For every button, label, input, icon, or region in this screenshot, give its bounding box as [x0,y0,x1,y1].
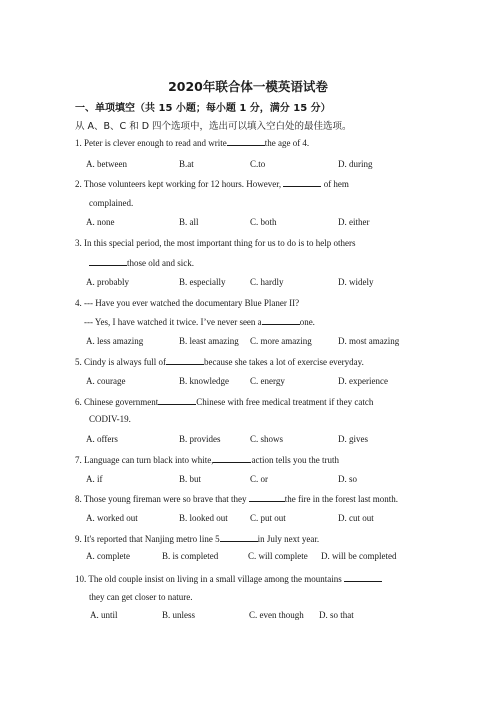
section-instructions: 从 A、B、C 和 D 四个选项中，选出可以填入空白处的最佳选项。 [75,121,352,132]
question-text: 7. Language can turn black into white, [75,455,214,465]
question-6-line-2 [89,414,131,425]
question-4-option-C: C. more amazing [250,336,312,346]
question-4-option-D: D. most amazing [338,336,400,346]
answer-blank [262,316,300,325]
question-1-option-B: B.at [179,159,194,169]
answer-blank [249,493,285,502]
question-8-option-B: B. looked out [179,513,228,523]
question-7-option-C: C. or [250,474,268,484]
section-heading: 一、单项填空（共 15 小题；每小题 1 分，满分 15 分） [75,103,331,114]
question-2-option-C: C. both [250,217,277,227]
question-4-option-B: B. least amazing [179,336,239,346]
question-2-option-B: B. all [179,217,199,227]
answer-blank [220,533,258,542]
answer-blank [283,178,321,187]
question-2-option-D: D. either [338,217,370,227]
answer-blank [213,454,251,463]
question-6-option-D: D. gives [338,434,368,444]
question-1-line-1 [75,137,309,149]
question-text: complained. [89,198,134,208]
question-8-option-D: D. cut out [338,513,374,523]
answer-blank [227,137,265,146]
question-text: those old and sick. [127,258,194,268]
question-7-option-A: A. if [86,474,103,484]
answer-blank [89,257,127,266]
question-4-option-A: A. less amazing [86,336,144,346]
question-9-line-1 [75,533,319,545]
question-2-line-2 [89,198,133,209]
question-5-line-1 [75,356,364,368]
question-text: CODIV-19. [89,414,131,424]
question-text: 3. In this special period, the most important thing for us to do is to help others [75,238,356,248]
answer-blank [158,396,196,405]
question-9-option-B: B. is completed [162,551,219,561]
question-text: of hem [321,179,349,189]
question-2-option-A: A. none [86,217,115,227]
answer-blank [166,356,204,365]
question-7-line-1 [75,454,339,466]
question-8-option-A: A. worked out [86,513,138,523]
question-5-option-A: A. courage [86,376,126,386]
question-3-line-1 [75,238,355,249]
question-text: action tells you the truth [251,455,339,465]
question-4-line-1 [75,298,299,309]
question-10-option-B: B. unless [162,610,196,620]
question-text: 6. Chinese government [75,397,159,407]
question-4-line-2 [84,316,315,328]
question-9-option-C: C. will complete [248,551,308,561]
question-text: 9. It's reported that Nanjing metro line 5 [75,534,220,544]
question-7-option-B: B. but [179,474,202,484]
question-7-option-D: D. so [338,474,358,484]
question-3-option-D: D. widely [338,277,374,287]
question-text: 2. Those volunteers kept working for 12 hours. However, [75,179,284,189]
question-text: 4. --- Have you ever watched the documentary Blue Planer II? [75,298,300,308]
question-text: 10. The old couple insist on living in a small village among the mountains [75,574,345,584]
question-text: 1. Peter is clever enough to read and write [75,138,227,148]
question-5-option-D: D. experience [338,376,388,386]
question-8-line-1 [75,493,398,505]
question-6-option-A: A. offers [86,434,118,444]
question-text: one. [299,317,315,327]
question-text: 8. Those young fireman were so brave that they [75,494,249,504]
question-text: 5. Cindy is always full of [75,357,166,367]
question-text: the age of 4. [264,138,310,148]
question-1-option-A: A. between [86,159,127,169]
question-10-option-A: A. until [90,610,118,620]
question-text: because she takes a lot of exercise everyday. [204,357,364,367]
question-3-option-A: A. probably [86,277,129,287]
question-10-option-D: D. so that [319,610,354,620]
question-3-line-2 [89,257,194,269]
question-6-line-1 [75,396,373,408]
question-3-option-B: B. especially [179,277,226,287]
question-2-line-1 [75,178,349,190]
question-text: the fire in the forest last month. [284,494,399,504]
question-10-line-1 [75,573,382,585]
question-10-option-C: C. even though [249,610,304,620]
question-8-option-C: C. put out [250,513,286,523]
question-10-line-2 [89,592,192,603]
question-5-option-B: B. knowledge [179,376,229,386]
exam-title: 2020年联合体一模英语试卷 [168,79,328,94]
question-9-option-D: D. will be completed [321,551,397,561]
question-text: --- Yes, I have watched it twice. I’ve never seen a [84,317,262,327]
question-6-option-C: C. shows [250,434,284,444]
question-1-option-C: C.to [250,159,266,169]
question-6-option-B: B. provides [179,434,221,444]
question-3-option-C: C. hardly [250,277,284,287]
question-9-option-A: A. complete [86,551,130,561]
answer-blank [344,573,382,582]
question-1-option-D: D. during [338,159,373,169]
question-text: Chinese with free medical treatment if they catch [196,397,374,407]
question-text: they can get closer to nature. [89,592,193,602]
question-text: in July next year. [257,534,320,544]
question-5-option-C: C. energy [250,376,285,386]
